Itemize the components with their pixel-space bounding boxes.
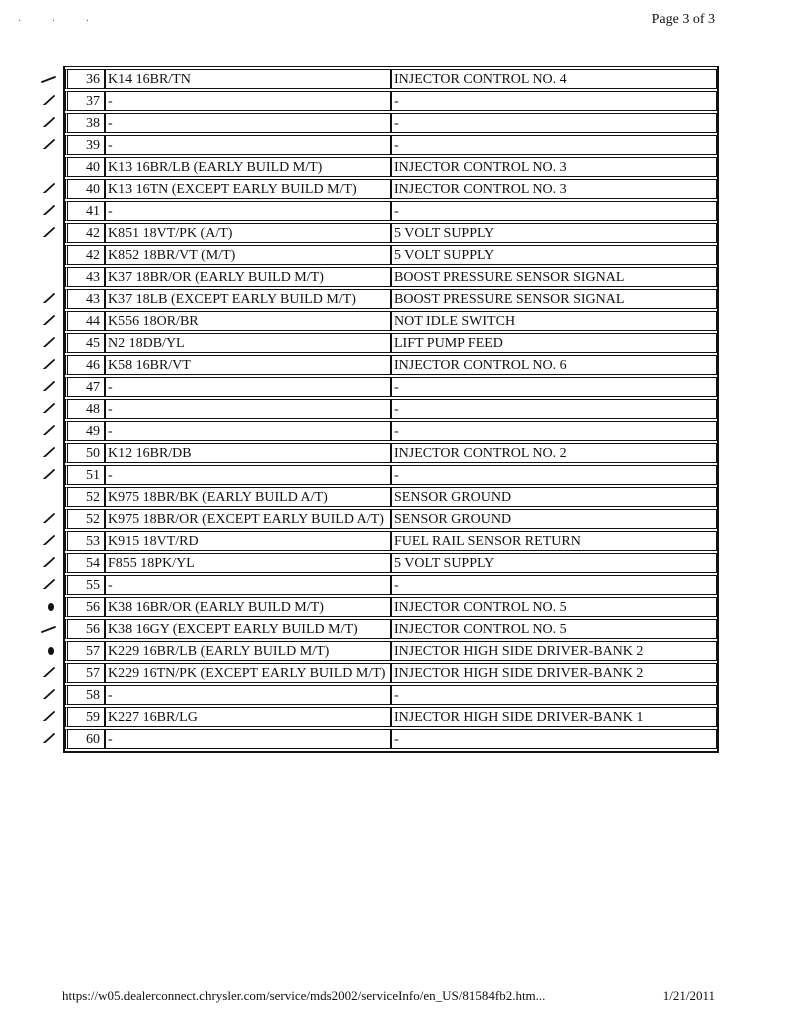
pin-number-text: 40 <box>86 159 100 175</box>
function-cell: BOOST PRESSURE SENSOR SIGNAL <box>391 289 717 309</box>
circuit-cell: - <box>105 201 391 221</box>
pin-number-text: 52 <box>86 511 100 527</box>
circuit-cell: - <box>105 113 391 133</box>
function-cell: INJECTOR CONTROL NO. 2 <box>391 443 717 463</box>
table-row <box>65 597 717 617</box>
pin-number <box>65 69 105 89</box>
pin-number-text: 46 <box>86 357 100 373</box>
circuit-cell: K58 16BR/VT <box>105 355 391 375</box>
check-mark-icon <box>40 579 56 589</box>
function-cell: - <box>391 421 717 441</box>
function-cell: INJECTOR CONTROL NO. 4 <box>391 69 717 89</box>
circuit-cell: - <box>105 685 391 705</box>
check-mark-icon <box>40 711 56 721</box>
circuit-cell: - <box>105 575 391 595</box>
check-mark-icon <box>40 557 56 567</box>
circuit-cell: - <box>105 729 391 749</box>
connector-pin-table <box>63 66 719 753</box>
circuit-cell: K556 18OR/BR <box>105 311 391 331</box>
circuit-cell: K975 18BR/BK (EARLY BUILD A/T) <box>105 487 391 507</box>
circuit-cell: K13 16TN (EXCEPT EARLY BUILD M/T) <box>105 179 391 199</box>
table-row <box>65 179 717 199</box>
function-cell: - <box>391 91 717 111</box>
pin-number-text: 44 <box>86 313 100 329</box>
pin-number <box>65 355 105 375</box>
table-row <box>65 377 717 397</box>
circuit-cell: K38 16GY (EXCEPT EARLY BUILD M/T) <box>105 619 391 639</box>
check-mark-icon <box>40 359 56 369</box>
pin-number <box>65 135 105 155</box>
pin-table <box>65 67 717 751</box>
circuit-cell: - <box>105 91 391 111</box>
function-cell: SENSOR GROUND <box>391 509 717 529</box>
function-cell: INJECTOR HIGH SIDE DRIVER-BANK 2 <box>391 663 717 683</box>
check-mark-icon <box>40 73 56 83</box>
circuit-cell: - <box>105 421 391 441</box>
function-cell: - <box>391 575 717 595</box>
table-row <box>65 553 717 573</box>
function-cell: NOT IDLE SWITCH <box>391 311 717 331</box>
table-row <box>65 399 717 419</box>
table-row <box>65 641 717 661</box>
function-cell: INJECTOR HIGH SIDE DRIVER-BANK 2 <box>391 641 717 661</box>
function-cell: - <box>391 377 717 397</box>
function-cell: - <box>391 135 717 155</box>
check-mark-icon <box>40 733 56 743</box>
pin-number <box>65 575 105 595</box>
pin-number <box>65 377 105 397</box>
pin-number <box>65 113 105 133</box>
pin-number-text: 48 <box>86 401 100 417</box>
table-row <box>65 619 717 639</box>
pin-number-text: 36 <box>86 71 100 87</box>
pin-number <box>65 421 105 441</box>
circuit-cell: F855 18PK/YL <box>105 553 391 573</box>
function-cell: 5 VOLT SUPPLY <box>391 553 717 573</box>
table-row <box>65 465 717 485</box>
function-cell: INJECTOR CONTROL NO. 5 <box>391 597 717 617</box>
circuit-cell: K38 16BR/OR (EARLY BUILD M/T) <box>105 597 391 617</box>
circuit-cell: K13 16BR/LB (EARLY BUILD M/T) <box>105 157 391 177</box>
circuit-cell: K852 18BR/VT (M/T) <box>105 245 391 265</box>
function-cell: - <box>391 685 717 705</box>
pin-number <box>65 685 105 705</box>
function-cell: 5 VOLT SUPPLY <box>391 223 717 243</box>
check-mark-icon <box>40 447 56 457</box>
circuit-cell: K915 18VT/RD <box>105 531 391 551</box>
pin-number <box>65 729 105 749</box>
pin-number <box>65 157 105 177</box>
pin-number <box>65 707 105 727</box>
check-mark-icon <box>40 117 56 127</box>
pin-number <box>65 663 105 683</box>
pin-number <box>65 641 105 661</box>
check-mark-icon <box>40 535 56 545</box>
pin-number-text: 47 <box>86 379 100 395</box>
pin-number <box>65 509 105 529</box>
circuit-cell: - <box>105 135 391 155</box>
circuit-cell: N2 18DB/YL <box>105 333 391 353</box>
function-cell: INJECTOR CONTROL NO. 3 <box>391 179 717 199</box>
function-cell: FUEL RAIL SENSOR RETURN <box>391 531 717 551</box>
table-row <box>65 333 717 353</box>
check-mark-icon <box>40 601 56 611</box>
pin-number-text: 40 <box>86 181 100 197</box>
print-date: 1/21/2011 <box>662 988 715 1003</box>
function-cell: - <box>391 399 717 419</box>
function-cell: INJECTOR CONTROL NO. 6 <box>391 355 717 375</box>
table-row <box>65 201 717 221</box>
pin-number <box>65 311 105 331</box>
check-mark-icon <box>40 337 56 347</box>
check-mark-icon <box>40 425 56 435</box>
check-mark-icon <box>40 95 56 105</box>
pin-number-text: 49 <box>86 423 100 439</box>
check-mark-icon <box>40 315 56 325</box>
table-row <box>65 663 717 683</box>
pin-number <box>65 619 105 639</box>
check-mark-icon <box>40 623 56 633</box>
pin-number <box>65 399 105 419</box>
table-row <box>65 289 717 309</box>
pin-number-text: 54 <box>86 555 100 571</box>
function-cell: - <box>391 113 717 133</box>
check-mark-icon <box>40 469 56 479</box>
pin-number <box>65 597 105 617</box>
table-row <box>65 91 717 111</box>
page-footer <box>62 988 715 1004</box>
table-row <box>65 729 717 749</box>
circuit-cell: - <box>105 465 391 485</box>
function-cell: INJECTOR CONTROL NO. 3 <box>391 157 717 177</box>
circuit-cell: K37 18BR/OR (EARLY BUILD M/T) <box>105 267 391 287</box>
check-mark-icon <box>40 183 56 193</box>
table-row <box>65 707 717 727</box>
table-row <box>65 487 717 507</box>
pin-number-text: 53 <box>86 533 100 549</box>
pin-number-text: 51 <box>86 467 100 483</box>
source-url: https://w05.dealerconnect.chrysler.com/service/mds2002/serviceInfo/en_US/81584fb2.htm... <box>62 988 546 1003</box>
circuit-cell: K37 18LB (EXCEPT EARLY BUILD M/T) <box>105 289 391 309</box>
check-mark-icon <box>40 381 56 391</box>
circuit-cell: K851 18VT/PK (A/T) <box>105 223 391 243</box>
pin-number <box>65 245 105 265</box>
table-row <box>65 69 717 89</box>
table-row <box>65 311 717 331</box>
check-mark-icon <box>40 139 56 149</box>
table-row <box>65 223 717 243</box>
table-row <box>65 245 717 265</box>
table-row <box>65 157 717 177</box>
table-row <box>65 685 717 705</box>
table-row <box>65 267 717 287</box>
function-cell: BOOST PRESSURE SENSOR SIGNAL <box>391 267 717 287</box>
circuit-cell: K14 16BR/TN <box>105 69 391 89</box>
table-row <box>65 509 717 529</box>
pin-number-text: 43 <box>86 291 100 307</box>
pin-number-text: 43 <box>86 269 100 285</box>
check-mark-icon <box>40 205 56 215</box>
pin-number <box>65 487 105 507</box>
function-cell: SENSOR GROUND <box>391 487 717 507</box>
check-mark-icon <box>40 513 56 523</box>
function-cell: - <box>391 729 717 749</box>
check-mark-icon <box>40 227 56 237</box>
pin-number-text: 56 <box>86 599 100 615</box>
table-row <box>65 355 717 375</box>
table-row <box>65 135 717 155</box>
pin-number-text: 60 <box>86 731 100 747</box>
pin-number <box>65 531 105 551</box>
circuit-cell: K12 16BR/DB <box>105 443 391 463</box>
function-cell: INJECTOR CONTROL NO. 5 <box>391 619 717 639</box>
pin-number-text: 52 <box>86 489 100 505</box>
pin-table-body <box>65 69 717 749</box>
pin-number-text: 37 <box>86 93 100 109</box>
pin-number-text: 58 <box>86 687 100 703</box>
table-row <box>65 443 717 463</box>
pin-number-text: 59 <box>86 709 100 725</box>
pin-number <box>65 465 105 485</box>
pin-number <box>65 223 105 243</box>
page-number: Page 3 of 3 <box>651 12 715 27</box>
circuit-cell: K227 16BR/LG <box>105 707 391 727</box>
pin-number <box>65 179 105 199</box>
pin-number-text: 45 <box>86 335 100 351</box>
pin-number <box>65 333 105 353</box>
pin-number-text: 55 <box>86 577 100 593</box>
table-row <box>65 531 717 551</box>
check-mark-icon <box>40 667 56 677</box>
function-cell: INJECTOR HIGH SIDE DRIVER-BANK 1 <box>391 707 717 727</box>
pin-number <box>65 201 105 221</box>
pin-number-text: 39 <box>86 137 100 153</box>
check-mark-icon <box>40 403 56 413</box>
function-cell: - <box>391 201 717 221</box>
pin-number <box>65 267 105 287</box>
table-row <box>65 575 717 595</box>
table-row <box>65 113 717 133</box>
pin-number-text: 57 <box>86 665 100 681</box>
pin-number-text: 50 <box>86 445 100 461</box>
function-cell: 5 VOLT SUPPLY <box>391 245 717 265</box>
circuit-cell: - <box>105 399 391 419</box>
circuit-cell: - <box>105 377 391 397</box>
pin-number-text: 57 <box>86 643 100 659</box>
pin-number-text: 42 <box>86 225 100 241</box>
check-mark-icon <box>40 293 56 303</box>
pin-number-text: 38 <box>86 115 100 131</box>
pin-number-text: 56 <box>86 621 100 637</box>
pin-number <box>65 91 105 111</box>
scan-marks: · · · <box>18 16 103 27</box>
circuit-cell: K975 18BR/OR (EXCEPT EARLY BUILD A/T) <box>105 509 391 529</box>
pin-number <box>65 443 105 463</box>
pin-number-text: 42 <box>86 247 100 263</box>
pin-number <box>65 553 105 573</box>
function-cell: LIFT PUMP FEED <box>391 333 717 353</box>
pin-number <box>65 289 105 309</box>
check-mark-icon <box>40 689 56 699</box>
circuit-cell: K229 16TN/PK (EXCEPT EARLY BUILD M/T) <box>105 663 391 683</box>
function-cell: - <box>391 465 717 485</box>
pin-number-text: 41 <box>86 203 100 219</box>
check-mark-icon <box>40 645 56 655</box>
table-row <box>65 421 717 441</box>
circuit-cell: K229 16BR/LB (EARLY BUILD M/T) <box>105 641 391 661</box>
